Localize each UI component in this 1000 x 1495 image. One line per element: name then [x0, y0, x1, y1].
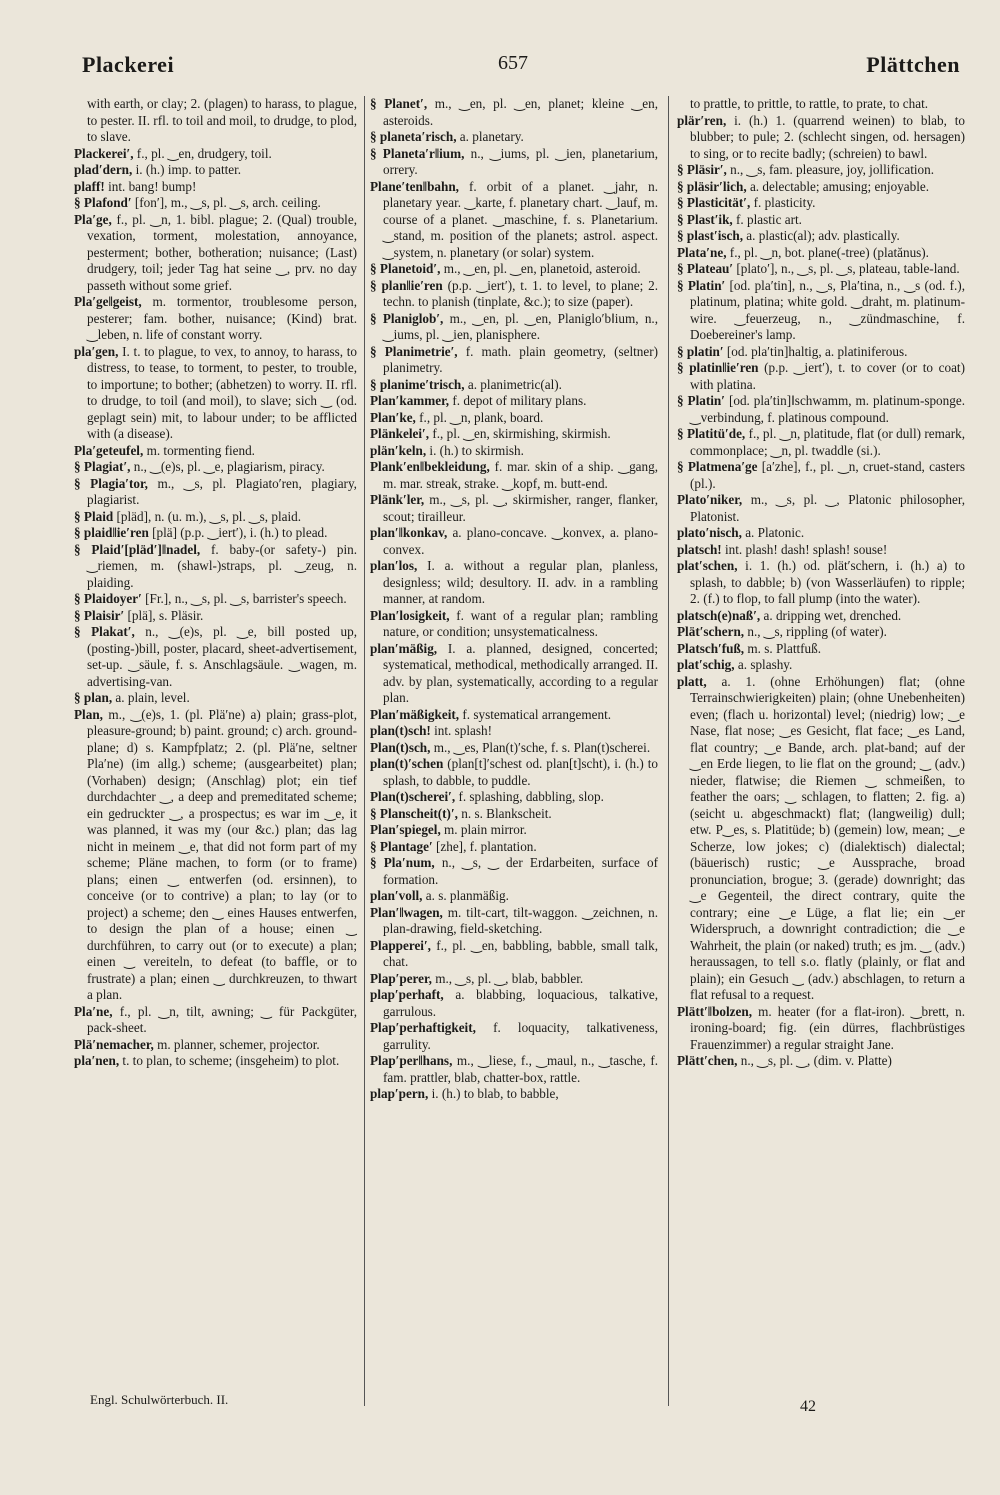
entry-definition: m., ‿en, pl. ‿en, Planiglo′b‖ium, n., ‿iums, pl. ‿ien, planisphere. [383, 310, 658, 342]
dictionary-entry [370, 393, 658, 410]
entry-headword: § Platmena′ge [677, 459, 758, 474]
entry-headword: § Plasticität′, [677, 195, 751, 210]
entry-definition: m., ‿s, pl. ‿, Platonic philosopher, Platonist. [690, 492, 965, 524]
entry-headword: § platin‖ie′ren [677, 360, 759, 375]
entry-headword: plan′mäßig, [370, 640, 438, 656]
entry-headword: § Planeta′r‖ium, [370, 145, 465, 161]
entry-definition: f., pl. ‿en, drudgery, toil. [136, 145, 272, 161]
entry-headword: Plät′schern, [677, 624, 745, 639]
dictionary-entry [370, 971, 658, 988]
entry-headword: Plan′spiegel, [370, 822, 441, 837]
dictionary-entry [677, 426, 965, 459]
entry-headword: Plapperei′, [370, 937, 431, 953]
entry-headword: § Pla′num, [370, 855, 435, 870]
entry-definition: a. dripping wet, drenched. [763, 607, 902, 623]
dictionary-entry [74, 179, 357, 196]
dictionary-entry [370, 179, 658, 262]
dictionary-entry [370, 311, 658, 344]
dictionary-entry [677, 1004, 965, 1054]
entry-headword: platt, [677, 673, 707, 689]
entry-headword: plap′perhaft, [370, 987, 444, 1002]
dictionary-entry [74, 476, 357, 509]
entry-headword: Plata′ne, [677, 244, 727, 260]
entry-headword: platsch! [677, 541, 722, 557]
entry-headword: § Plagia′tor, [74, 475, 148, 491]
entry-headword: Plap′per‖hans, [370, 1053, 453, 1068]
entry-headword: § Plaid′[pläd′]‖nadel, [74, 541, 201, 557]
entry-headword: Plank′en‖bekleidung, [370, 459, 490, 474]
entry-headword: § Pläsir′, [677, 162, 727, 177]
dictionary-entry [370, 987, 658, 1020]
entry-headword: § Plateau′ [677, 261, 734, 276]
entry-headword: Plan(t)sch, [370, 739, 431, 755]
entry-headword: plan(t)′schen [370, 756, 444, 771]
dictionary-entry [370, 641, 658, 707]
entry-definition: m. tormenting fiend. [146, 442, 255, 458]
dictionary-entry [677, 96, 965, 113]
entry-headword: § plast′isch, [677, 228, 743, 243]
dictionary-entry [370, 525, 658, 558]
dictionary-entry [370, 888, 658, 905]
entry-definition: [od. pla′tin], n., ‿s, Pla′tina, n., ‿s (od. f.), platinum, platina; white gold. ‿draht, m. platinum-wire. ‿feuerzeug, n., ‿zündmaschine, f. Doebereiner's lamp. [690, 277, 965, 342]
entry-definition: m., ‿s, pl. ‿, skirmisher, ranger, flanker, scout; tirailleur. [383, 492, 658, 524]
entry-definition: f. plasticity. [753, 195, 816, 210]
entry-definition: f. depot of military plans. [452, 393, 587, 408]
dictionary-entry [370, 278, 658, 311]
entry-headword: plad′dern, [74, 162, 133, 177]
entry-definition: n., ‿s, fam. pleasure, joy, jollification. [730, 162, 935, 177]
entry-headword: pla′nen, [74, 1053, 120, 1068]
entry-definition: f., pl. ‿n, tilt, awning; ‿ für Packgüter, pack-sheet. [87, 1003, 357, 1035]
entry-headword: § Planetoid′, [370, 261, 441, 276]
dictionary-entry [370, 410, 658, 427]
dictionary-entry [677, 624, 965, 641]
dictionary-entry [74, 1053, 357, 1070]
entry-headword: Plan′mäßigkeit, [370, 706, 460, 722]
dictionary-entry [370, 740, 658, 757]
dictionary-entry [677, 278, 965, 344]
entry-headword: Plackerei′, [74, 145, 134, 161]
entry-definition: [od. pla′tin]haltig, a. platiniferous. [726, 343, 908, 359]
entry-definition: f., pl. ‿en, skirmishing, skirmish. [432, 426, 611, 441]
entry-definition: f. mar. skin of a ship. ‿gang, m. mar. streak, strake. ‿kopf, m. butt-end. [383, 459, 658, 491]
entry-definition: (p.p. ‿iert′), t. 1. to level, to plane; 2. techn. to planish (tinplate, &c.); to size (paper). [383, 277, 658, 309]
entry-definition: n., ‿s, rippling (of water). [747, 624, 887, 639]
entry-definition: n., ‿(e)s, pl. ‿e, plagiarism, piracy. [133, 459, 325, 474]
entry-headword: § plan‖ie′ren [370, 277, 443, 293]
entry-definition: I. a. planned, designed, concerted; systematical, methodical, methodically arranged. II. adv. by plan, systematically, according to a regular plan. [383, 640, 658, 705]
entry-definition: i. 1. (h.) od. plät′schern, i. (h.) a) to splash, to dabble; b) (von Wasserläufen) to ripple; 2. (f.) to flop, to fall plump (into the water). [690, 558, 965, 606]
entry-definition: f., pl. ‿n, plank, board. [419, 409, 544, 425]
dictionary-entry [74, 344, 357, 443]
dictionary-entry [74, 162, 357, 179]
entry-definition: f., pl. ‿en, babbling, babble, small talk, chat. [383, 937, 658, 969]
dictionary-entry [74, 525, 357, 542]
dictionary-entry [370, 377, 658, 394]
entry-headword: § Planiglob′, [370, 310, 444, 326]
dictionary-entry [74, 294, 357, 344]
entry-headword: Plap′perer, [370, 970, 432, 986]
entry-headword: Plan′losigkeit, [370, 607, 450, 623]
dictionary-entry [677, 228, 965, 245]
entry-definition: int. plash! dash! splash! souse! [725, 541, 888, 557]
dictionary-entry [677, 195, 965, 212]
entry-headword: § pläsir′lich, [677, 178, 747, 194]
entry-headword: § Plantage′ [370, 838, 433, 854]
entry-headword: plan′‖konkav, [370, 525, 448, 540]
entry-headword: plato′nisch, [677, 525, 742, 540]
entry-definition: I. a. without a regular plan, planless, designless; wild; desultory. II. adv. in a rambling manner, at random. [383, 558, 658, 606]
entry-definition: f. orbit of a planet. ‿jahr, n. planetary year. ‿karte, f. planetary chart. ‿lauf, m. course of a planet. ‿maschine, f. s. Planetarium. ‿stand, m. position of the planets; astrol. aspect. ‿system, n. planetary (or solar) system. [383, 178, 658, 260]
dictionary-entry [677, 261, 965, 278]
entry-definition: [zhe], f. plantation. [435, 838, 537, 854]
dictionary-entry [74, 591, 357, 608]
entry-definition: m. heater (for a flat-iron). ‿brett, n. ironing-board; fig. (ein dürres, flachbrüstiges Frauenzimmer) a regular straight Jane. [690, 1003, 965, 1052]
dictionary-entry [370, 806, 658, 823]
entry-definition: to prattle, to prittle, to rattle, to prate, to chat. [690, 96, 929, 111]
dictionary-entry [677, 674, 965, 1004]
entry-headword: § Plafond′ [74, 195, 132, 210]
dictionary-entry [677, 245, 965, 262]
entry-definition: [pläd], n. (u. m.), ‿s, pl. ‿s, plaid. [116, 508, 302, 524]
dictionary-entry [370, 905, 658, 938]
entry-definition: a. splashy. [737, 657, 793, 672]
entry-definition: f. loquacity, talkativeness, garrulity. [383, 1020, 658, 1052]
entry-definition: m., ‿es, Plan(t)′sche, f. s. Plan(t)scherei. [433, 739, 651, 755]
entry-definition: [plä], s. Pläsir. [127, 607, 204, 623]
entry-headword: Plap′perhaftigkeit, [370, 1020, 476, 1035]
entry-definition: m., ‿en, pl. ‿en, planet; kleine ‿en, asteroids. [383, 96, 658, 128]
dictionary-entry [370, 96, 658, 129]
entry-definition: f. baby-(or safety-) pin. ‿riemen, m. (shawl-)straps, pl. ‿zeug, n. plaiding. [87, 541, 357, 590]
column-2 [370, 96, 658, 1418]
entry-headword: Plänkelei′, [370, 426, 430, 441]
entry-definition: f. splashing, dabbling, slop. [458, 789, 604, 804]
entry-headword: § Platin′ [677, 277, 726, 293]
entry-headword: § Plaidoyer′ [74, 591, 142, 606]
page-header [82, 52, 960, 82]
entry-headword: § Plast′ik, [677, 211, 733, 227]
header-right-guide-word: Plättchen [866, 52, 960, 77]
footer-signature: Engl. Schulwörterbuch. II. [90, 1392, 229, 1407]
entry-definition: i. (h.) to blab, to babble, [431, 1086, 559, 1101]
entry-definition: m., ‿liese, f., ‿maul, n., ‿tasche, f. fam. prattler, blab, chatter-box, rattle. [383, 1053, 658, 1085]
entry-headword: Pla′ge, [74, 211, 112, 227]
dictionary-entry [74, 443, 357, 460]
entry-headword: plat′schig, [677, 657, 735, 672]
header-left-guide-word: Plackerei [82, 52, 175, 77]
dictionary-entry [677, 657, 965, 674]
entry-definition: a. blabbing, loquacious, talkative, garrulous. [383, 987, 658, 1019]
dictionary-entry [370, 723, 658, 740]
entry-definition: a. delectable; amusing; enjoyable. [749, 178, 930, 194]
entry-definition: a. plano-concave. ‿konvex, a. plano-convex. [383, 525, 658, 557]
dictionary-entry [370, 938, 658, 971]
dictionary-entry [677, 542, 965, 559]
entry-headword: § Platitü′de, [677, 426, 746, 441]
entry-definition: n., ‿s, ‿ der Erdarbeiten, surface of formation. [383, 855, 658, 887]
entry-headword: Plan′ke, [370, 409, 416, 425]
entry-headword: § planime′trisch, [370, 376, 465, 392]
dictionary-entry [677, 608, 965, 625]
entry-headword: Pla′geteufel, [74, 442, 144, 458]
entry-definition: with earth, or clay; 2. (plagen) to harass, to plague, to pester. II. rfl. to toil and moil, to drudge, to plod, to slave. [87, 96, 357, 144]
entry-definition: i. (h.) 1. (quarrend weinen) to blab, to blubber; to pule; 2. (schlecht singen, od. hersagen) to sing, or to recite badly; (schreien) to bawl. [690, 112, 965, 161]
entry-headword: Plan(t)scherei′, [370, 789, 456, 804]
entry-headword: Plätt′chen, [677, 1053, 738, 1068]
entry-headword: Plan′kammer, [370, 393, 450, 408]
entry-definition: f., pl. ‿n, 1. bibl. plague; 2. (Qual) trouble, vexation, torment, molestation, annoyance, pesterment; bother, botheration; nuisance; (Last) drudgery, toil; jeder Tag hat seine ‿, prv. no day passeth without some grief. [87, 211, 357, 293]
dictionary-entry [677, 360, 965, 393]
entry-headword: pla′gen, [74, 343, 119, 359]
entry-definition: a. planimetric(al). [467, 376, 562, 392]
entry-headword: § Plagiat′, [74, 459, 131, 474]
dictionary-entry [677, 113, 965, 163]
entry-definition: a. planetary. [459, 129, 524, 144]
entry-definition: int. splash! [434, 723, 492, 738]
dictionary-entry [677, 212, 965, 229]
entry-definition: m. planner, schemer, projector. [157, 1036, 320, 1052]
entry-definition: i. (h.) to skirmish. [429, 442, 524, 458]
entry-headword: § Planimetrie′, [370, 343, 458, 359]
entry-headword: plap′pern, [370, 1086, 429, 1101]
dictionary-entry [370, 855, 658, 888]
dictionary-entry [74, 459, 357, 476]
dictionary-entry [370, 344, 658, 377]
dictionary-entry [370, 1020, 658, 1053]
dictionary-entry [677, 344, 965, 361]
entry-definition: a. Platonic. [745, 525, 805, 540]
entry-headword: Plan, [74, 706, 103, 722]
entry-headword: plaff! [74, 178, 105, 194]
column-divider [364, 96, 365, 1406]
dictionary-entry [677, 525, 965, 542]
dictionary-entry [370, 707, 658, 724]
dictionary-entry [370, 1053, 658, 1086]
page-number: 657 [498, 52, 528, 74]
dictionary-entry [74, 624, 357, 690]
dictionary-entry [370, 492, 658, 525]
dictionary-entry [370, 558, 658, 608]
column-divider [668, 96, 669, 1406]
dictionary-entry [370, 1086, 658, 1103]
dictionary-entry [370, 756, 658, 789]
entry-definition: [fon′], m., ‿s, pl. ‿s, arch. ceiling. [134, 195, 321, 210]
entry-headword: plän′keln, [370, 442, 427, 458]
entry-definition: m., ‿s, pl. Plagiato′ren, plagiary, plagiarist. [87, 475, 357, 507]
dictionary-entry [74, 195, 357, 212]
entry-headword: platsch(e)naß′, [677, 607, 761, 623]
entry-headword: Plan′‖wagen, [370, 904, 443, 920]
entry-definition: [a′zhe], f., pl. ‿n, cruet-stand, casters (pl.). [690, 459, 965, 491]
dictionary-entry [370, 443, 658, 460]
entry-definition: n., ‿s, pl. ‿, (dim. v. Platte) [740, 1053, 892, 1068]
dictionary-entry [74, 212, 357, 295]
entry-headword: § Plaisir′ [74, 607, 125, 623]
entry-headword: Pla′ne, [74, 1003, 113, 1019]
entry-headword: Plä′nemacher, [74, 1036, 154, 1052]
dictionary-entry [74, 608, 357, 625]
dictionary-entry [74, 1037, 357, 1054]
entry-definition: n. s. Blankscheit. [461, 805, 552, 821]
entry-headword: plan′voll, [370, 888, 423, 903]
dictionary-entry [370, 146, 658, 179]
column-3 [677, 96, 965, 1418]
entry-headword: Platsch′fuß, [677, 640, 745, 656]
entry-headword: § platin′ [677, 343, 724, 359]
dictionary-entry [74, 146, 357, 163]
entry-definition: (p.p. ‿iert′), t. to cover (or to coat) with platina. [690, 360, 965, 392]
entry-headword: Plätt′‖bolzen, [677, 1003, 753, 1019]
entry-definition: [Fr.], n., ‿s, pl. ‿s, barrister's speech. [145, 591, 347, 606]
entry-definition: f., pl. ‿n, platitude, flat (or dull) remark, commonplace; ‿n, pl. twaddle (si.). [690, 426, 965, 458]
dictionary-entry [677, 1053, 965, 1070]
dictionary-entry [74, 542, 357, 592]
entry-definition: a. plain, level. [115, 690, 190, 705]
entry-definition: t. to plan, to scheme; (insgeheim) to plot. [122, 1053, 340, 1068]
entry-definition: n., ‿(e)s, pl. ‿e, bill posted up, (posting-)bill, poster, placard, sheet-advertisement, set-up. ‿säule, f. s. Anschlagsäule. ‿wagen, m. advertising-van. [87, 624, 357, 689]
entry-headword: § Plaid [74, 508, 114, 524]
entry-definition: m. plain mirror. [444, 822, 527, 837]
entry-definition: f. want of a regular plan; rambling nature, or condition; unsystematicalness. [383, 607, 658, 639]
entry-definition: i. (h.) imp. to patter. [135, 162, 242, 177]
entry-definition: m. tilt-cart, tilt-waggon. ‿zeichnen, n. plan-drawing, field-sketching. [383, 904, 658, 936]
entry-definition: int. bang! bump! [108, 178, 197, 194]
entry-headword: § Planscheit(t)′, [370, 805, 458, 821]
entry-headword: § Planet′, [370, 96, 428, 111]
dictionary-entry [370, 789, 658, 806]
dictionary-entry [74, 96, 357, 146]
entry-definition: m., ‿en, pl. ‿en, planetoid, asteroid. [443, 261, 641, 276]
entry-definition: f., pl. ‿n, bot. plane(-tree) (platănus). [729, 244, 929, 260]
dictionary-entry [370, 261, 658, 278]
dictionary-entry [74, 690, 357, 707]
dictionary-entry [370, 459, 658, 492]
entry-definition: f. plastic art. [736, 211, 802, 227]
dictionary-entry [74, 707, 357, 1004]
column-1 [74, 96, 357, 1431]
entry-definition: [plato′], n., ‿s, pl. ‿s, plateau, table-land. [736, 261, 960, 276]
dictionary-entry [370, 129, 658, 146]
entry-headword: plan′los, [370, 558, 418, 573]
dictionary-entry [677, 393, 965, 426]
dictionary-entry [74, 509, 357, 526]
dictionary-entry [677, 179, 965, 196]
entry-headword: plat′schen, [677, 558, 738, 573]
entry-definition: a. plastic(al); adv. plastically. [746, 228, 900, 243]
entry-definition: f. math. plain geometry, (seltner) planimetry. [383, 343, 658, 375]
entry-definition: (plan[t]′schest od. plan[t]scht), i. (h.) to splash, to dabble, to puddle. [383, 756, 658, 788]
entry-headword: plär′ren, [677, 112, 727, 128]
entry-definition: m., ‿s, pl. ‿, blab, babbler. [435, 970, 584, 986]
entry-definition: a. s. planmäßig. [425, 888, 509, 903]
entry-headword: § Plakat′, [74, 624, 135, 639]
dictionary-entry [677, 558, 965, 608]
dictionary-entry [677, 459, 965, 492]
entry-definition: n., ‿iums, pl. ‿ien, planetarium, orrery. [383, 145, 658, 177]
entry-definition: [od. pla′tin]‖schwamm, m. platinum-sponge. ‿verbindung, f. platinous compound. [690, 393, 965, 425]
entry-headword: § planeta′risch, [370, 129, 457, 144]
entry-headword: Pla′ge‖geist, [74, 294, 142, 309]
entry-definition: [plä] (p.p. ‿iert′), i. (h.) to plead. [152, 525, 328, 540]
entry-headword: Plänk′ler, [370, 492, 425, 507]
dictionary-entry [74, 1004, 357, 1037]
entry-definition: m. s. Plattfuß. [747, 640, 822, 656]
dictionary-entry [677, 641, 965, 658]
entry-headword: plan(t)sch! [370, 723, 431, 738]
entry-definition: I. t. to plague, to vex, to annoy, to harass, to distress, to tease, to torment, to pester, to trouble, to importune; to bother; (abhetzen) to worry. II. rfl. to drudge, to toil (and moil), to slave; sich ‿ (od. geplagt sein) mit, to labour under; to be afflicted with (a disease). [87, 343, 357, 441]
entry-headword: § plaid‖ie′ren [74, 525, 149, 540]
dictionary-entry [370, 608, 658, 641]
dictionary-entry [677, 492, 965, 525]
entry-headword: Plato′niker, [677, 492, 743, 507]
entry-headword: § plan, [74, 690, 113, 705]
entry-definition: f. systematical arrangement. [462, 706, 612, 722]
dictionary-entry [370, 426, 658, 443]
footer-sheet-number: 42 [800, 1398, 816, 1415]
entry-definition: m., ‿(e)s, 1. (pl. Plä′ne) a) plain; grass-plot, pleasure-ground; b) paint. ground; c) arch. ground-plane; d) s. Kampfplatz; 2. (pl. Plä′ne, seltner Pla′ne) (im allg.) scheme; (ausgearbeitet) plan; (Vorhaben) design; (Anschlag) plot; ein tief durchdachter ‿, a deep and premeditated scheme; ein gedruckter ‿, a prospectus; es war im ‿e, it was planned, it was my (our &c.) plan; das lag nicht in meinem ‿e, that did not form part of my scheme; Pläne machen, to form (or to frame) plans; einen ‿ entwerfen (od. ersinnen), to conceive (or to contrive) a plan; to lay (or to project) a scheme; den ‿ eines Hauses entwerfen, to design the plan of a house; einen ‿ durchführen, to carry out (or to execute) a plan; einen ‿ vereiteln, to defeat (to baffle, or to frustrate) a plan; einen ‿ durchkreuzen, to thwart a plan. [87, 706, 357, 1002]
entry-headword: § Platin′ [677, 393, 725, 408]
dictionary-entry [370, 822, 658, 839]
entry-headword: Plane′ten‖bahn, [370, 178, 459, 194]
dictionary-entry [370, 839, 658, 856]
entry-definition: a. 1. (ohne Erhöhungen) flat; (ohne Terrainschwierigkeiten) plain; (ohne Unebenheiten) even; (flach u. horizontal) level; (niedrig) low; ‿e Nase, flat nose; ‿es Gesicht, flat face; ‿es Land, flat country; ‿e Bande, arch. plat-band; auf der ‿en Erde liegen, to lie flat on the ground; ‿ (adv.) nieder, flatwise; die Riemen ‿ schmeißen, to feather the oars; ‿ schlagen, to flatten; 2. fig. a) (seicht u. abgeschmackt) flat; (langweilig) dull; etw. P‿es, s. Platitüde; b) (gemein) low, mean; ‿e Scherze, low jokes; c) (dialektisch) dialectal; (bäuerisch) rustic; ‿e Aussprache, broad pronunciation, brogue; 3. (gerade) downright; das ‿e Gegenteil, the direct contrary, quite the contrary; eine ‿e Lüge, a flat lie; ein ‿er Widerspruch, a downright contradiction; die ‿e Wahrheit, the plain (or naked) truth; es jm. ‿ (adv.) heraussagen, to tell s.o. flatly (plainly, or flat and plain); ein Gesuch ‿ (adv.) abschlagen, to return a flat refusal to a request. [690, 673, 965, 1002]
entry-definition: m. tormentor, troublesome person, pesterer; fam. bother, nuisance; (Kind) brat. ‿leben, n. life of constant worry. [87, 294, 357, 342]
dictionary-entry [677, 162, 965, 179]
